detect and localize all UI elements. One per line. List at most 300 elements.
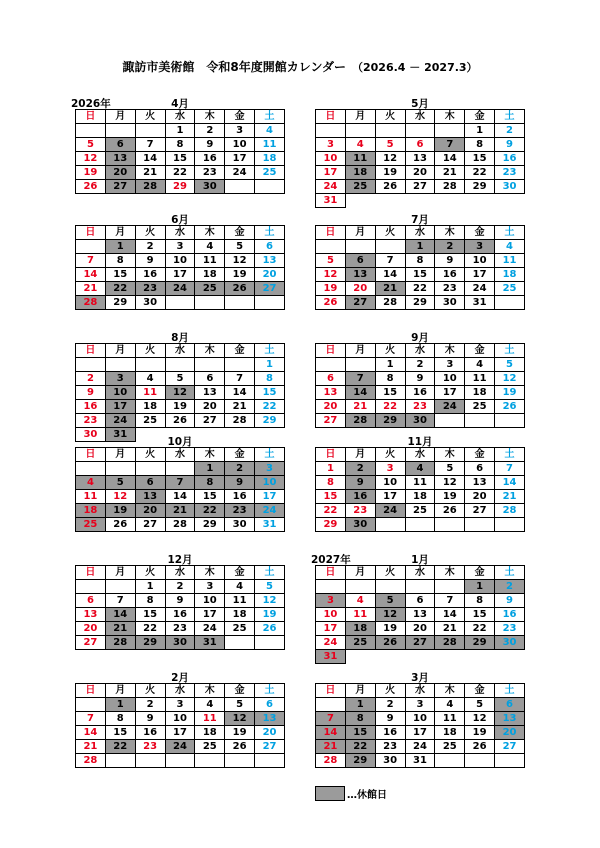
month-label: 1月 [411, 554, 429, 566]
day-cell: 30 [195, 180, 225, 194]
day-cell: 18 [495, 268, 525, 282]
week-row [316, 726, 525, 740]
month-label: 4月 [171, 98, 189, 110]
day-cell: 1 [465, 580, 495, 594]
empty-cell [435, 194, 465, 208]
day-cell: 26 [165, 414, 195, 428]
month-grid [75, 109, 285, 194]
month-label: 5月 [411, 98, 429, 110]
day-cell: 24 [165, 740, 195, 754]
weekday-header: 金 [465, 226, 495, 240]
legend-closed-label: …休館日 [347, 790, 387, 801]
weekday-header: 木 [435, 684, 465, 698]
empty-cell [405, 650, 435, 664]
empty-cell [105, 580, 135, 594]
empty-cell [105, 124, 135, 138]
month-calendar-2026-11 [315, 433, 525, 532]
day-cell: 27 [405, 636, 435, 650]
day-cell: 8 [105, 712, 135, 726]
weekday-header: 水 [405, 448, 435, 462]
day-cell: 10 [255, 476, 285, 490]
week-row [316, 180, 525, 194]
legend-closed-swatch [315, 786, 345, 801]
empty-cell [135, 754, 165, 768]
day-cell: 4 [405, 462, 435, 476]
empty-cell [375, 240, 405, 254]
day-cell: 28 [165, 518, 195, 532]
day-cell: 4 [345, 138, 375, 152]
month-header [315, 669, 525, 683]
month-calendar-2027-03 [315, 669, 525, 768]
day-cell: 5 [495, 358, 525, 372]
day-cell: 5 [316, 254, 346, 268]
day-cell: 26 [435, 504, 465, 518]
weekday-row [316, 344, 525, 358]
day-cell: 15 [405, 268, 435, 282]
day-cell: 22 [195, 504, 225, 518]
month-grid [315, 565, 525, 664]
empty-cell [255, 754, 285, 768]
day-cell: 23 [405, 400, 435, 414]
day-cell: 15 [105, 726, 135, 740]
day-cell: 20 [255, 268, 285, 282]
day-cell: 18 [195, 268, 225, 282]
day-cell: 29 [345, 754, 375, 768]
day-cell: 31 [255, 518, 285, 532]
day-cell: 8 [405, 254, 435, 268]
year-label: 2026年 [71, 98, 111, 110]
day-cell: 16 [435, 268, 465, 282]
month-label: 6月 [171, 214, 189, 226]
weekday-row [76, 226, 285, 240]
empty-cell [375, 518, 405, 532]
weekday-header: 火 [375, 226, 405, 240]
day-cell: 20 [76, 622, 106, 636]
day-cell: 30 [435, 296, 465, 310]
day-cell: 23 [76, 414, 106, 428]
day-cell: 12 [316, 268, 346, 282]
day-cell: 11 [405, 476, 435, 490]
day-cell: 16 [495, 608, 525, 622]
weekday-header: 日 [316, 448, 346, 462]
weekday-row [316, 566, 525, 580]
day-cell: 14 [76, 726, 106, 740]
day-cell: 14 [375, 268, 405, 282]
week-row [76, 622, 285, 636]
month-calendar-2027-02 [75, 669, 285, 768]
week-row [76, 740, 285, 754]
day-cell: 24 [255, 504, 285, 518]
month-header [315, 95, 525, 109]
weekday-header: 金 [225, 226, 255, 240]
day-cell: 11 [76, 490, 106, 504]
day-cell: 16 [345, 490, 375, 504]
day-cell: 14 [435, 152, 465, 166]
day-cell: 30 [495, 636, 525, 650]
empty-cell [345, 358, 375, 372]
weekday-header: 土 [255, 344, 285, 358]
weekday-header: 月 [345, 226, 375, 240]
day-cell: 7 [316, 712, 346, 726]
day-cell: 7 [135, 138, 165, 152]
day-cell: 13 [195, 386, 225, 400]
day-cell: 10 [105, 386, 135, 400]
week-row [76, 462, 285, 476]
month-grid [75, 447, 285, 532]
weekday-header: 水 [405, 566, 435, 580]
day-cell: 8 [375, 372, 405, 386]
weekday-header: 土 [495, 684, 525, 698]
week-row [316, 386, 525, 400]
calendar-title: 諏訪市美術館 令和8年度開館カレンダー [122, 60, 346, 74]
day-cell: 27 [195, 414, 225, 428]
week-row [316, 476, 525, 490]
weekday-header: 木 [195, 448, 225, 462]
day-cell: 22 [165, 166, 195, 180]
day-cell: 29 [465, 636, 495, 650]
day-cell: 28 [76, 754, 106, 768]
empty-cell [316, 124, 346, 138]
day-cell: 1 [165, 124, 195, 138]
week-row [76, 504, 285, 518]
day-cell: 25 [76, 518, 106, 532]
weekday-header: 金 [225, 684, 255, 698]
weekday-header: 金 [225, 344, 255, 358]
weekday-header: 月 [105, 226, 135, 240]
day-cell: 13 [405, 152, 435, 166]
weekday-header: 土 [255, 110, 285, 124]
weekday-header: 木 [195, 226, 225, 240]
week-row [316, 650, 525, 664]
week-row [316, 240, 525, 254]
day-cell: 4 [465, 358, 495, 372]
day-cell: 24 [165, 282, 195, 296]
empty-cell [465, 414, 495, 428]
day-cell: 15 [375, 386, 405, 400]
empty-cell [405, 124, 435, 138]
day-cell: 19 [375, 166, 405, 180]
day-cell: 3 [405, 698, 435, 712]
day-cell: 21 [135, 166, 165, 180]
weekday-header: 日 [316, 684, 346, 698]
day-cell: 11 [345, 608, 375, 622]
day-cell: 4 [345, 594, 375, 608]
day-cell: 28 [375, 296, 405, 310]
day-cell: 30 [345, 518, 375, 532]
month-grid [75, 683, 285, 768]
day-cell: 23 [375, 740, 405, 754]
month-grid [315, 343, 525, 428]
day-cell: 14 [165, 490, 195, 504]
weekday-header: 月 [105, 448, 135, 462]
day-cell: 30 [495, 180, 525, 194]
week-row [76, 490, 285, 504]
day-cell: 17 [165, 268, 195, 282]
day-cell: 18 [345, 166, 375, 180]
day-cell: 12 [375, 152, 405, 166]
day-cell: 15 [135, 608, 165, 622]
day-cell: 9 [195, 138, 225, 152]
empty-cell [405, 518, 435, 532]
day-cell: 13 [76, 608, 106, 622]
day-cell: 12 [435, 476, 465, 490]
day-cell: 6 [405, 138, 435, 152]
day-cell: 27 [135, 518, 165, 532]
day-cell: 18 [195, 726, 225, 740]
day-cell: 29 [316, 518, 346, 532]
day-cell: 31 [105, 428, 135, 442]
weekday-header: 日 [316, 226, 346, 240]
week-row [76, 124, 285, 138]
day-cell: 8 [316, 476, 346, 490]
day-cell: 20 [465, 490, 495, 504]
day-cell: 28 [495, 504, 525, 518]
day-cell: 7 [345, 372, 375, 386]
day-cell: 3 [435, 358, 465, 372]
day-cell: 2 [375, 698, 405, 712]
day-cell: 18 [76, 504, 106, 518]
day-cell: 27 [316, 414, 346, 428]
empty-cell [225, 296, 255, 310]
day-cell: 5 [225, 240, 255, 254]
day-cell: 13 [255, 712, 285, 726]
weekday-row [76, 448, 285, 462]
empty-cell [76, 358, 106, 372]
day-cell: 28 [435, 636, 465, 650]
day-cell: 5 [375, 594, 405, 608]
month-label: 10月 [167, 436, 193, 448]
day-cell: 19 [165, 400, 195, 414]
day-cell: 3 [465, 240, 495, 254]
day-cell: 2 [135, 698, 165, 712]
day-cell: 29 [105, 296, 135, 310]
month-grid [315, 109, 525, 208]
weekday-header: 月 [105, 684, 135, 698]
day-cell: 8 [135, 594, 165, 608]
day-cell: 16 [195, 152, 225, 166]
day-cell: 25 [225, 622, 255, 636]
weekday-header: 水 [165, 448, 195, 462]
weekday-row [76, 566, 285, 580]
day-cell: 4 [495, 240, 525, 254]
weekday-header: 火 [135, 684, 165, 698]
week-row [76, 372, 285, 386]
day-cell: 11 [345, 152, 375, 166]
day-cell: 7 [435, 594, 465, 608]
day-cell: 17 [195, 608, 225, 622]
week-row [76, 636, 285, 650]
weekday-header: 木 [435, 566, 465, 580]
weekday-row [316, 684, 525, 698]
day-cell: 11 [195, 712, 225, 726]
day-cell: 11 [195, 254, 225, 268]
week-row [316, 594, 525, 608]
day-cell: 13 [316, 386, 346, 400]
weekday-header: 水 [405, 344, 435, 358]
month-grid [315, 683, 525, 768]
day-cell: 23 [495, 166, 525, 180]
empty-cell [225, 358, 255, 372]
empty-cell [495, 650, 525, 664]
day-cell: 21 [225, 400, 255, 414]
page-title [0, 58, 600, 75]
day-cell: 1 [316, 462, 346, 476]
day-cell: 31 [405, 754, 435, 768]
day-cell: 27 [255, 282, 285, 296]
month-calendar-2026-04 [71, 95, 285, 194]
week-row [316, 740, 525, 754]
day-cell: 24 [465, 282, 495, 296]
week-row [76, 594, 285, 608]
empty-cell [165, 462, 195, 476]
weekday-header: 月 [345, 344, 375, 358]
day-cell: 10 [195, 594, 225, 608]
week-row [316, 414, 525, 428]
empty-cell [435, 414, 465, 428]
day-cell: 22 [345, 740, 375, 754]
day-cell: 29 [405, 296, 435, 310]
weekday-header: 日 [76, 684, 106, 698]
day-cell: 10 [375, 476, 405, 490]
weekday-header: 月 [105, 344, 135, 358]
weekday-header: 火 [135, 344, 165, 358]
day-cell: 1 [105, 698, 135, 712]
day-cell: 31 [316, 650, 346, 664]
day-cell: 25 [345, 180, 375, 194]
weekday-header: 月 [345, 566, 375, 580]
week-row [316, 636, 525, 650]
day-cell: 14 [105, 608, 135, 622]
day-cell: 7 [76, 712, 106, 726]
day-cell: 19 [76, 166, 106, 180]
day-cell: 15 [255, 386, 285, 400]
empty-cell [495, 194, 525, 208]
day-cell: 18 [465, 386, 495, 400]
week-row [76, 726, 285, 740]
empty-cell [465, 754, 495, 768]
day-cell: 2 [76, 372, 106, 386]
day-cell: 30 [375, 754, 405, 768]
day-cell: 24 [405, 740, 435, 754]
day-cell: 26 [495, 400, 525, 414]
week-row [316, 254, 525, 268]
month-label: 11月 [407, 436, 433, 448]
empty-cell [345, 240, 375, 254]
day-cell: 5 [255, 580, 285, 594]
day-cell: 4 [255, 124, 285, 138]
day-cell: 12 [495, 372, 525, 386]
week-row [76, 180, 285, 194]
empty-cell [316, 240, 346, 254]
day-cell: 2 [435, 240, 465, 254]
month-header [75, 211, 285, 225]
day-cell: 30 [76, 428, 106, 442]
month-header [311, 551, 525, 566]
day-cell: 28 [135, 180, 165, 194]
week-row [316, 138, 525, 152]
day-cell: 27 [76, 636, 106, 650]
day-cell: 22 [316, 504, 346, 518]
weekday-row [76, 344, 285, 358]
day-cell: 8 [465, 594, 495, 608]
empty-cell [195, 296, 225, 310]
month-calendar-2026-07 [315, 211, 525, 310]
day-cell: 13 [405, 608, 435, 622]
day-cell: 13 [495, 712, 525, 726]
day-cell: 26 [465, 740, 495, 754]
day-cell: 2 [195, 124, 225, 138]
day-cell: 6 [495, 698, 525, 712]
day-cell: 8 [345, 712, 375, 726]
day-cell: 14 [225, 386, 255, 400]
week-row [76, 414, 285, 428]
day-cell: 17 [165, 726, 195, 740]
day-cell: 17 [405, 726, 435, 740]
day-cell: 15 [165, 152, 195, 166]
day-cell: 25 [255, 166, 285, 180]
day-cell: 20 [405, 622, 435, 636]
weekday-header: 木 [435, 344, 465, 358]
day-cell: 16 [225, 490, 255, 504]
day-cell: 27 [345, 296, 375, 310]
day-cell: 16 [495, 152, 525, 166]
week-row [316, 358, 525, 372]
day-cell: 29 [465, 180, 495, 194]
day-cell: 14 [76, 268, 106, 282]
weekday-header: 月 [105, 566, 135, 580]
weekday-header: 月 [105, 110, 135, 124]
week-row [316, 166, 525, 180]
month-header [315, 211, 525, 225]
day-cell: 4 [135, 372, 165, 386]
day-cell: 26 [255, 622, 285, 636]
week-row [76, 166, 285, 180]
day-cell: 2 [495, 580, 525, 594]
empty-cell [316, 358, 346, 372]
weekday-header: 火 [135, 566, 165, 580]
week-row [316, 462, 525, 476]
weekday-header: 土 [255, 226, 285, 240]
day-cell: 24 [435, 400, 465, 414]
day-cell: 22 [255, 400, 285, 414]
day-cell: 20 [405, 166, 435, 180]
day-cell: 26 [105, 518, 135, 532]
empty-cell [195, 754, 225, 768]
month-grid [315, 225, 525, 310]
empty-cell [495, 754, 525, 768]
day-cell: 19 [316, 282, 346, 296]
day-cell: 6 [255, 240, 285, 254]
day-cell: 30 [225, 518, 255, 532]
day-cell: 25 [435, 740, 465, 754]
empty-cell [495, 296, 525, 310]
day-cell: 25 [135, 414, 165, 428]
empty-cell [105, 754, 135, 768]
empty-cell [135, 124, 165, 138]
weekday-header: 火 [375, 110, 405, 124]
day-cell: 28 [105, 636, 135, 650]
weekday-header: 月 [345, 448, 375, 462]
week-row [76, 254, 285, 268]
empty-cell [435, 518, 465, 532]
day-cell: 28 [76, 296, 106, 310]
empty-cell [495, 414, 525, 428]
week-row [316, 712, 525, 726]
month-header [75, 329, 285, 343]
day-cell: 30 [165, 636, 195, 650]
empty-cell [345, 650, 375, 664]
empty-cell [225, 180, 255, 194]
